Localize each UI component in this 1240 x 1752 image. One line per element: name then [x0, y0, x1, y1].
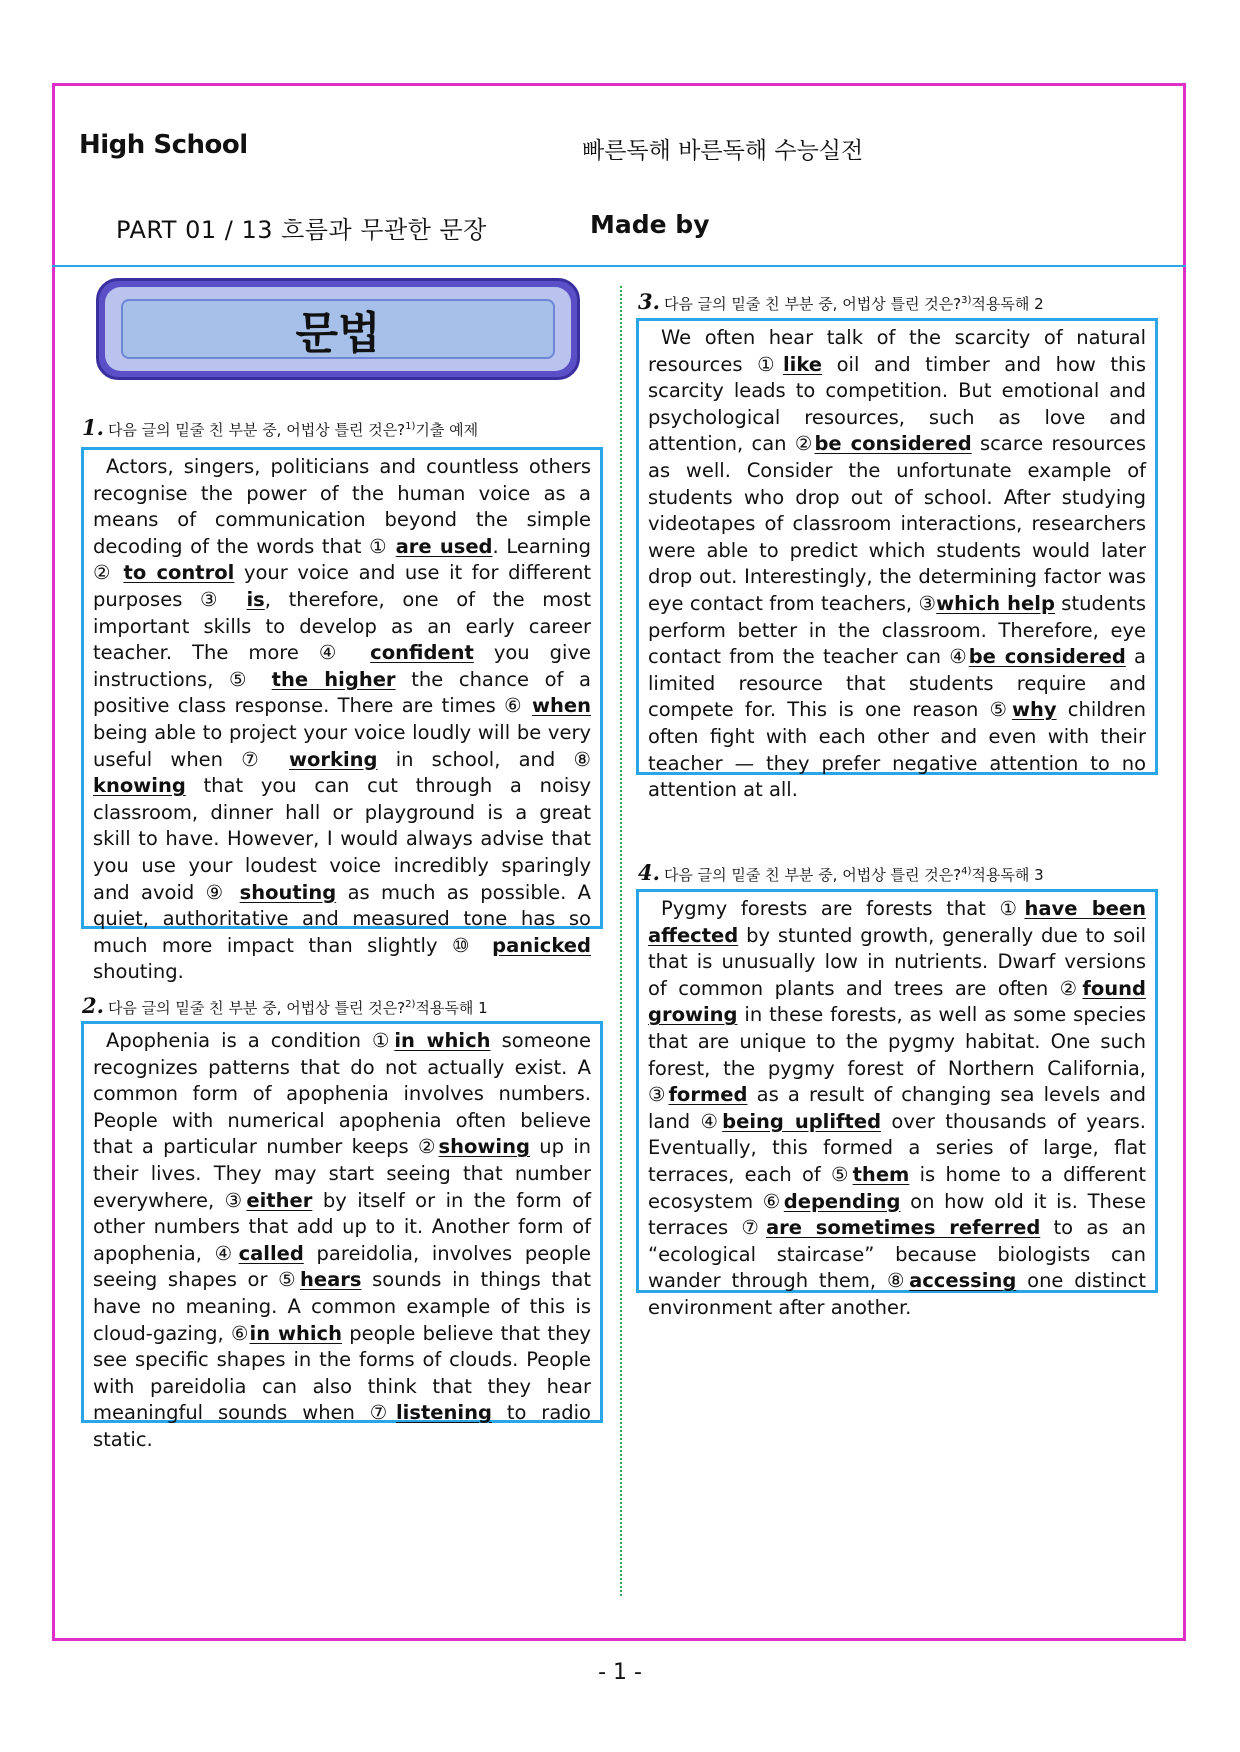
column-divider — [620, 286, 622, 1596]
passage-text: people believe that they see specific shapes in the forms of clouds. People with pareidolia can also think that they hear meaningful sounds when ⑦ — [93, 1321, 591, 1425]
question-3-header — [638, 289, 1044, 314]
underlined-choice: the higher — [271, 667, 396, 691]
footnote-ref: 2) — [405, 999, 416, 1010]
question-source: 적용독해 1 — [415, 999, 488, 1017]
question-number: 3. — [638, 289, 660, 314]
question-2-header — [82, 993, 488, 1018]
question-prompt: 다음 글의 밑줄 친 부분 중, 어법상 틀린 것은? — [107, 999, 406, 1017]
question-3-passage — [636, 318, 1158, 802]
question-4-passage — [636, 889, 1158, 1319]
passage-text: in these forests, as well as some species that are unique to the pygmy habitat. One such forest, the pygmy forest of Northern California, ③ — [648, 1003, 1146, 1107]
passage-text: scarce resources as well. Consider the unfortunate example of students who drop out of school. After studying videotapes of classroom interactions, researchers were able to predict which students would later drop out. Interestingly, the determining factor was eye contact from teachers, ③ — [648, 432, 1146, 615]
passage-text: up in their lives. They may start seeing that number everywhere, ③ — [93, 1135, 591, 1212]
passage-text: , therefore, one of the most important skills to develop as an early career teacher. The more ④ — [93, 587, 591, 665]
underlined-choice: formed — [668, 1083, 748, 1107]
underlined-choice: like — [782, 352, 823, 376]
passage-text: sounds in things that have no meaning. A common example of this is cloud-gazing, ⑥ — [93, 1268, 591, 1345]
underlined-choice: called — [238, 1241, 304, 1265]
underlined-choice: confident — [370, 641, 474, 665]
underlined-choice: either — [246, 1188, 313, 1212]
passage-text: students perform better in the classroom. Therefore, eye contact from the teacher can ④ — [648, 591, 1146, 669]
underlined-choice: to control — [123, 561, 235, 585]
question-1-passage — [81, 447, 603, 984]
question-number: 4. — [638, 860, 660, 885]
passage-text: is home to a different ecosystem ⑥ — [648, 1162, 1146, 1213]
underlined-choice: depending — [783, 1189, 901, 1213]
underlined-choice: knowing — [93, 774, 186, 798]
passage-text: to as an “ecological staircase” because biologists can wander through them, ⑧ — [648, 1216, 1146, 1293]
passage-text: by stunted growth, generally due to soil that is unusually low in nutrients. Dwarf versions of common plants and trees are often ② — [648, 923, 1146, 1000]
underlined-choice: have been affected — [648, 897, 1146, 947]
passage-text: that you can cut through a noisy classroom, dinner hall or playground is a great skill to have. However, I would always advise that you use your loudest voice incredibly sparingly and avoid ⑨ — [93, 774, 591, 904]
underlined-choice: are used — [395, 534, 493, 558]
passage-text: on how old it is. These terraces ⑦ — [648, 1189, 1146, 1240]
question-2-passage — [81, 1021, 603, 1451]
question-source: 적용독해 2 — [971, 295, 1044, 313]
question-1-header — [82, 415, 478, 440]
underlined-choice: hears — [300, 1268, 362, 1292]
book-title: 빠른독해 바른독해 수능실전 — [582, 138, 864, 164]
underlined-choice: shouting — [239, 880, 337, 904]
passage-text: a limited resource that students require and compete for. This is one reason ⑤ — [648, 645, 1147, 722]
underlined-choice: panicked — [492, 933, 591, 957]
passage-text: being able to project your voice loudly will be very useful when ⑦ — [93, 720, 591, 771]
underlined-choice: them — [852, 1162, 910, 1186]
underlined-choice: showing — [438, 1135, 530, 1159]
footnote-ref: 3) — [961, 295, 972, 306]
underlined-choice: when — [531, 694, 591, 718]
passage-text: over thousands of years. Eventually, this formed a series of large, flat terraces, each of ⑤ — [648, 1109, 1146, 1186]
question-prompt: 다음 글의 밑줄 친 부분 중, 어법상 틀린 것은? — [663, 866, 962, 884]
question-source: 적용독해 3 — [971, 866, 1044, 884]
passage-text: one distinct environment after another. — [648, 1269, 1146, 1319]
question-source: 기출 예제 — [415, 421, 479, 439]
passage-text: your voice and use it for different purposes ③ — [93, 561, 591, 611]
section-badge — [96, 278, 580, 380]
passage-text: the chance of a positive class response. There are times ⑥ — [93, 667, 591, 718]
underlined-choice: is — [246, 587, 265, 611]
underlined-choice: listening — [395, 1401, 492, 1425]
part-label: PART 01 / 13 흐름과 무관한 문장 — [116, 216, 487, 244]
underlined-choice: accessing — [909, 1269, 1017, 1293]
underlined-choice: in which — [249, 1321, 342, 1345]
section-badge-label: 문법 — [121, 299, 555, 359]
underlined-choice: working — [288, 747, 378, 771]
passage-text: as a result of changing sea levels and land ④ — [648, 1083, 1146, 1133]
question-4-header — [638, 860, 1044, 885]
passage-text: Actors, singers, politicians and countless others recognise the power of the human voice as a means of communication beyond the simple decoding of the words that ① — [93, 455, 591, 558]
passage-text: Pygmy forests are forests that ① — [661, 897, 1025, 920]
underlined-choice: why — [1011, 698, 1057, 722]
made-by-label: Made by — [590, 210, 710, 239]
question-number: 2. — [82, 993, 104, 1018]
underlined-choice: which help — [936, 591, 1055, 615]
question-number: 1. — [82, 415, 104, 440]
underlined-choice: being uplifted — [722, 1109, 882, 1133]
passage-text: Apophenia is a condition ① — [106, 1029, 395, 1052]
passage-text: We often hear talk of the scarcity of natural resources ① — [648, 326, 1146, 376]
footnote-ref: 4) — [961, 866, 972, 877]
passage-text: as much as possible. A quiet, authoritative and measured tone has so much more impact than slightly ⑩ — [93, 880, 591, 957]
footnote-ref: 1) — [405, 421, 416, 432]
passage-text: pareidolia, involves people seeing shapes or ⑤ — [93, 1241, 591, 1292]
underlined-choice: in which — [394, 1029, 491, 1052]
passage-text: . Learning ② — [93, 534, 591, 585]
passage-text: oil and timber and how this scarcity leads to competition. But emotional and psychological resources, such as love and attention, can ② — [648, 352, 1146, 456]
passage-text: you give instructions, ⑤ — [93, 641, 592, 691]
school-label: High School — [79, 130, 248, 160]
passage-text: in school, and ⑧ — [377, 747, 591, 771]
passage-text: someone recognizes patterns that do not actually exist. A common form of apophenia involves numbers. People with numerical apophenia often believe that a particular number keeps ② — [93, 1029, 591, 1159]
header-divider — [52, 265, 1186, 267]
underlined-choice: found growing — [648, 976, 1146, 1027]
passage-text: to radio static. — [93, 1401, 591, 1451]
question-prompt: 다음 글의 밑줄 친 부분 중, 어법상 틀린 것은? — [107, 421, 406, 439]
underlined-choice: be considered — [968, 645, 1126, 669]
page-number: - 1 - — [598, 1660, 642, 1685]
passage-text: shouting. — [93, 960, 184, 984]
question-prompt: 다음 글의 밑줄 친 부분 중, 어법상 틀린 것은? — [663, 295, 962, 313]
underlined-choice: be considered — [814, 432, 972, 456]
underlined-choice: are sometimes referred — [765, 1216, 1041, 1240]
passage-text: children often fight with each other and even with their teacher — they prefer negative attention to no attention at all. — [648, 698, 1146, 802]
passage-text: by itself or in the form of other numbers that add up to it. Another form of apophenia, ④ — [93, 1188, 591, 1265]
